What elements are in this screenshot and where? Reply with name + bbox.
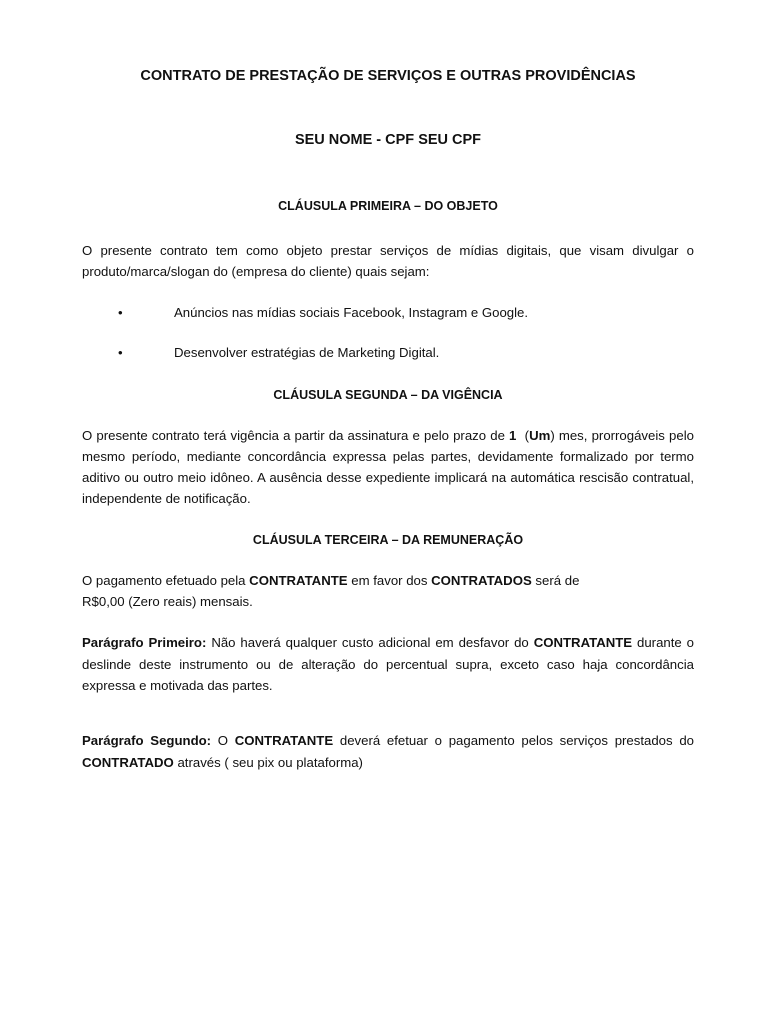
bullet-icon: •: [118, 344, 123, 360]
list-item: [82, 303, 694, 323]
document-title: CONTRATO DE PRESTAÇÃO DE SERVIÇOS E OUTRAS PROVIDÊNCIAS: [140, 68, 636, 84]
bullet-icon: •: [118, 304, 123, 320]
clause2-text-b: (: [516, 427, 530, 443]
payment-text-b: em favor dos: [347, 572, 432, 588]
paragraph2: [82, 730, 694, 773]
contratante-term: CONTRATANTE: [234, 733, 334, 749]
clause1-bullet-list: [82, 303, 694, 363]
contratante-term: CONTRATANTE: [533, 635, 633, 651]
clause2-heading: CLÁUSULA SEGUNDA – DA VIGÊNCIA: [273, 387, 503, 402]
payment-text-a: O pagamento efetuado pela: [82, 572, 250, 588]
paragraph1-text-b: durante o deslinde deste instrumento ou de alteração do percentual supra, exceto caso haja concordância expressa e motivada das partes.: [82, 635, 695, 693]
list-item: [82, 343, 694, 363]
term-word: Um: [529, 427, 551, 443]
list-item-text: Desenvolver estratégias de Marketing Digital.: [174, 344, 440, 360]
paragraph2-text-c: através ( seu pix ou plataforma): [173, 754, 363, 770]
clause1-heading: CLÁUSULA PRIMEIRA – DO OBJETO: [278, 199, 498, 213]
clause3-heading: CLÁUSULA TERCEIRA – DA REMUNERAÇÃO: [252, 532, 524, 547]
contratado-term: CONTRATADO: [82, 754, 174, 770]
paragraph2-text-b: deverá efetuar o pagamento pelos serviços prestados do: [333, 733, 694, 749]
payment-amount: R$0,00 (Zero reais) mensais.: [82, 594, 253, 610]
clause2-text: [82, 425, 694, 510]
paragraph1-label: Parágrafo Primeiro:: [82, 635, 207, 651]
contratados-term: CONTRATADOS: [431, 572, 532, 588]
clause2-text-a: O presente contrato terá vigência a partir da assinatura e pelo prazo de: [82, 427, 510, 443]
payment-text: [82, 570, 694, 613]
contratante-term: CONTRATANTE: [249, 572, 348, 588]
term-number: 1: [509, 427, 517, 443]
paragraph2-label: Parágrafo Segundo:: [82, 733, 212, 749]
clause1-text: O presente contrato tem como objeto prestar serviços de mídias digitais, que visam divulgar o produto/marca/slogan do (empresa do cliente) quais sejam:: [82, 243, 694, 280]
paragraph1: [82, 632, 694, 696]
paragraph2-text-a: O: [211, 733, 235, 749]
paragraph1-text-a: Não haverá qualquer custo adicional em desfavor do: [206, 635, 534, 651]
clause2-text-c: ) mes, prorrogáveis pelo mesmo período, mediante concordância expressa pelas partes, devidamente formalizado por termo aditivo ou outro meio idôneo. A ausência desse expediente implicará na automática rescisão contratual, independente de notificação.: [82, 427, 694, 507]
list-item-text: Anúncios nas mídias sociais Facebook, Instagram e Google.: [174, 304, 529, 320]
document-subtitle: SEU NOME - CPF SEU CPF: [294, 132, 482, 148]
payment-text-c: será de: [531, 572, 580, 588]
